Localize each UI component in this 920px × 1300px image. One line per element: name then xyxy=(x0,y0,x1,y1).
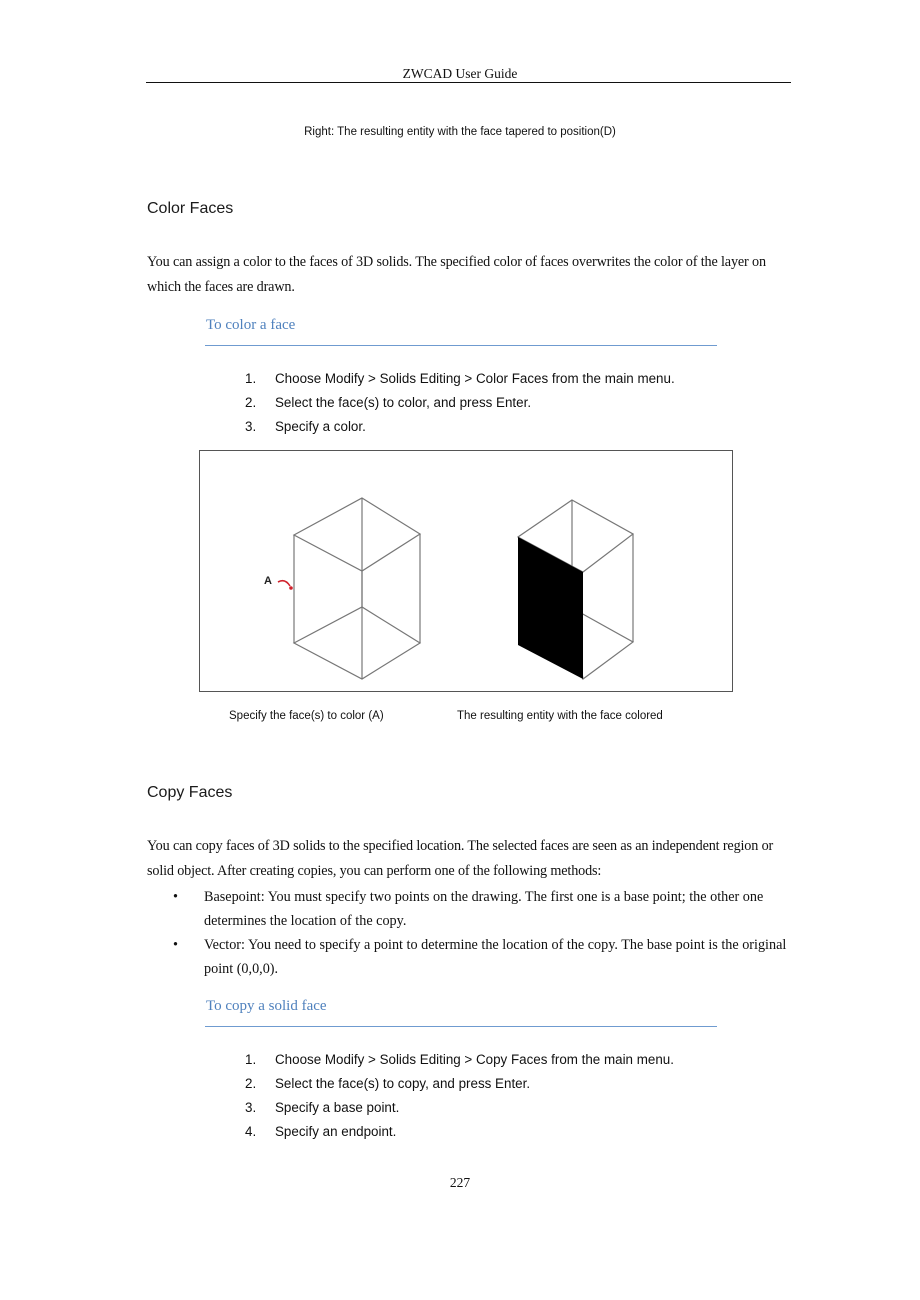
step-item: 3. Specify a base point. xyxy=(245,1100,400,1115)
copy-methods-list xyxy=(147,885,792,981)
section-heading-copy-faces: Copy Faces xyxy=(147,784,233,801)
label-a: A xyxy=(264,575,272,587)
figure-caption-right: The resulting entity with the face colored xyxy=(457,710,663,722)
section-heading-color-faces: Color Faces xyxy=(147,200,234,217)
list-item: • Basepoint: You must specify two points on the drawing. The first one is a base point; the other one determines the location of the copy. xyxy=(173,889,764,929)
label-a-leader xyxy=(278,581,293,590)
copy-face-steps xyxy=(245,1048,674,1144)
procedure-title-color-face: To color a face xyxy=(206,317,296,333)
previous-figure-caption: Right: The resulting entity with the face tapered to position(D) xyxy=(304,126,616,138)
step-item: 2. Select the face(s) to copy, and press Enter. xyxy=(245,1076,531,1091)
list-item: • Vector: You need to specify a point to determine the location of the copy. The base point is the original point (0,0,0). xyxy=(173,937,787,977)
step-item: 2. Select the face(s) to color, and press Enter. xyxy=(245,395,532,410)
figure-caption-left: Specify the face(s) to color (A) xyxy=(229,710,384,722)
step-item: 1. Choose Modify > Solids Editing > Color Faces from the main menu. xyxy=(245,371,675,386)
step-item: 3. Specify a color. xyxy=(245,419,366,434)
procedure-title-copy-face: To copy a solid face xyxy=(206,998,327,1014)
step-item: 1. Choose Modify > Solids Editing > Copy Faces from the main menu. xyxy=(245,1052,674,1067)
left-cube-wireframe xyxy=(294,498,420,679)
color-faces-paragraph: You can assign a color to the faces of 3D solids. The specified color of faces overwrites the color of the layer on which the faces are drawn. xyxy=(147,254,766,295)
procedure-divider xyxy=(205,1026,717,1027)
step-item: 4. Specify an endpoint. xyxy=(245,1124,397,1139)
copy-faces-paragraph: You can copy faces of 3D solids to the specified location. The selected faces are seen as an independent region or solid object. After creating copies, you can perform one of the following methods: xyxy=(147,838,774,879)
filled-face xyxy=(518,537,583,679)
page-header-title: ZWCAD User Guide xyxy=(402,66,518,81)
page-number: 227 xyxy=(449,1175,471,1190)
